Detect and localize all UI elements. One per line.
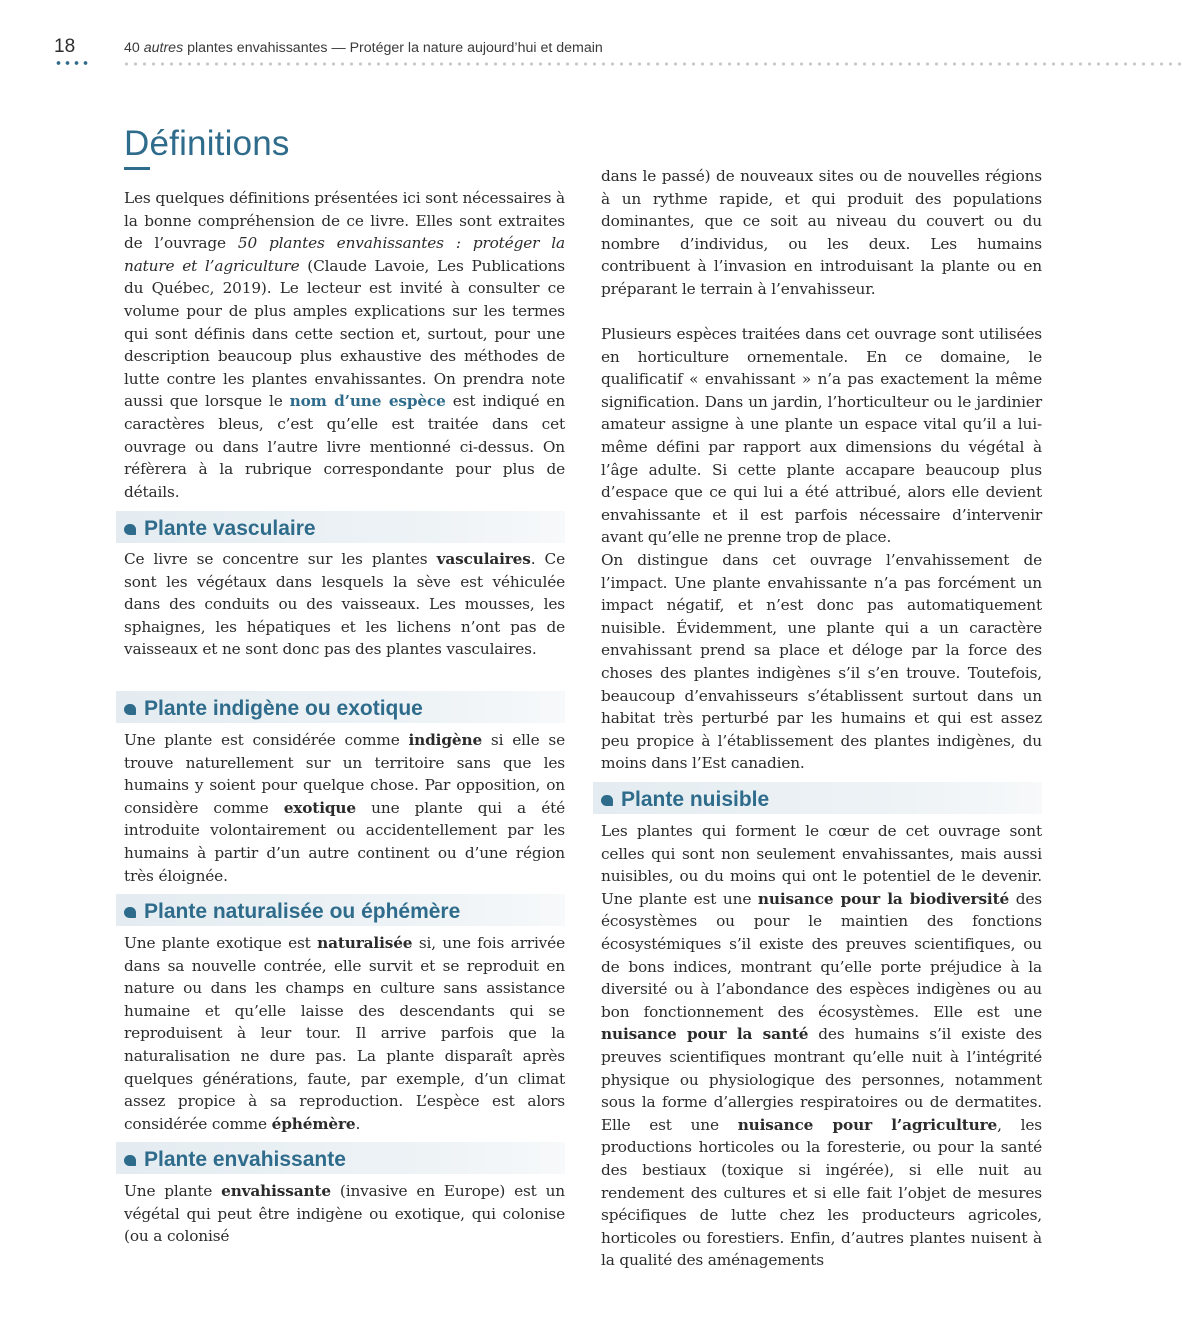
paragraph-impact: On distingue dans cet ouvrage l’envahissement de l’impact. Une plante envahissante n’a pas forcément un impact négatif, et n’est donc pas automatiquement nuisible. Évidemment, une plante qui a un caractère envahissant prend sa place et déloge par la force des choses des plantes indigènes s’il s’en trouve. Toutefois, beaucoup d’envahisseurs s’établissent surtout dans un habitat très perturbé par les humains et qui est assez peu propice à l’établissement des plantes indigènes, du moins dans l’Est canadien. [601,551,1042,773]
heading-plante-nuisible [593,782,1042,814]
text: des écosystèmes ou pour le maintien des fonctions écosystémiques s’il existe des preuves scientifiques, ou de bons indices, montrant qu’elle porte préjudice à la diversité ou à l’abondance des espèces indigènes ou au bon fonctionnement des écosystèmes. Elle est une [601,889,1042,1021]
heading-text: Plante vasculaire [144,516,316,540]
heading-plante-vasculaire [116,511,565,543]
bold-term: indigène [408,731,483,749]
bold-term: nuisance pour la biodiversité [757,889,1010,908]
heading-plante-naturalisee [116,894,565,926]
text: si elle se trouve naturellement sur un territoire sans que les humains y soient pour quelque chose. Par opposition, on considère comme [124,731,565,817]
text: (invasive en Europe) est un végétal qui peut être indigène ou exotique, qui colonise (ou a colonisé [124,1182,565,1246]
leaf-bullet-icon [124,907,136,918]
running-header [124,40,603,56]
paragraph-envahissante-start [124,1180,565,1248]
paragraph-naturalisee [124,932,565,1135]
text: . Ce sont les végétaux dans lesquels la sève est véhiculée dans des conduits ou des vaisseaux. Les mousses, les sphaignes, les hépatiques et les lichens n’ont pas de vaisseaux et ne sont donc pas des plantes vasculaires. [124,550,565,659]
text: Une plante exotique est [124,934,318,952]
intro-book-title: 50 plantes envahissantes : protéger la nature et l’agriculture [124,234,565,275]
page-number-dots [54,60,88,66]
page-title: Définitions [124,124,290,163]
text: Ce livre se concentre sur les plantes [124,550,437,568]
header-dotted-rule [122,61,1182,67]
heading-plante-envahissante [116,1142,565,1174]
text: des humains s’il existe des preuves scientifiques montrant qu’elle nuit à l’intégrité physique ou physiologique des personnes, notamment sous la forme d’allergies respiratoires ou de dermatites. Elle est une [601,1025,1043,1134]
paragraph-vasculaire [124,548,565,661]
bold-term: éphémère [271,1114,356,1133]
running-title-italic: autres [143,40,184,56]
text: . [355,1114,361,1133]
intro-paragraph [124,187,565,503]
bold-term: envahissante [221,1182,331,1200]
text: si, une fois arrivée dans sa nouvelle contrée, elle survit et se reproduit en nature ou dans les champs en culture sans assistance humaine et qu’elle laisse des descendants qui se reproduisent à leur tour. Il arrive parfois que la naturalisation ne dure pas. La plante disparaît après quelques générations, faute, par exemple, d’un climat assez propice à sa reproduction. L’espèce est alors considérée comme [124,934,565,1133]
page-number: 18 [54,36,76,57]
paragraph-envahissante-continuation: dans le passé) de nouveaux sites ou de nouvelles régions à un rythme rapide, et qui produit des populations dominantes, que ce soit au niveau du couvert ou du nombre d’individus, ou les deux. Les humains contribuent à l’invasion en introduisant la plante ou en préparant le terrain à l’envahisseur. [601,167,1042,298]
intro-text-2: (Claude Lavoie, Les Publications du Québec, 2019). Le lecteur est invité à consulter ce volume pour de plus amples explications sur les termes qui sont définis dans cette section et, surtout, pour une description beaucoup plus exhaustive des méthodes de lutte contre les plantes envahissantes. On prendra note aussi que lorsque le [124,256,565,411]
bold-term: nuisance pour la santé [601,1025,809,1044]
bold-term: vasculaires [436,550,531,568]
intro-text-3: est indiqué en caractères bleus, c’est qu’elle est traitée dans cet ouvrage ou dans l’autre livre mentionné ci-dessus. On réfèrera à la rubrique correspondante pour plus de détails. [124,392,565,501]
leaf-bullet-icon [124,704,136,715]
paragraph-indigene [124,729,565,887]
running-title-prefix: 40 [124,40,144,56]
leaf-bullet-icon [124,524,136,535]
leaf-bullet-icon [601,795,613,806]
text: Une plante est considérée comme [124,731,409,749]
intro-text-1: Les quelques définitions présentées ici sont nécessaires à la bonne compréhension de ce livre. Elles sont extraites de l’ouvrage [124,189,565,253]
heading-plante-indigene [116,691,565,723]
bold-term: nuisance pour l’agriculture [737,1115,998,1134]
running-title-rest: plantes envahissantes — Protéger la nature aujourd’hui et demain [183,40,603,56]
text: une plante qui a été introduite volontairement ou accidentellement par les humains à partir d’un autre continent ou d’une région très éloignée. [124,798,566,885]
text: Les plantes qui forment le cœur de cet ouvrage sont celles qui sont non seulement envahissantes, mais aussi nuisibles, ou du moins qui ont le potentiel de le devenir. Une plante est une [601,822,1042,908]
intro-blue-term: nom d’une espèce [289,392,446,411]
leaf-bullet-icon [124,1155,136,1166]
text: Une plante [124,1182,222,1200]
title-underline [124,167,150,170]
bold-term: exotique [283,798,356,817]
heading-text: Plante naturalisée ou éphémère [144,899,461,923]
text: , les productions horticoles ou la foresterie, ou pour la santé des bestiaux (toxique si ingérée), si elle nuit au rendement des cultures et si elle fait l’objet de mesures spécifiques de lutte chez les producteurs agricoles, horticoles ou forestiers. Enfin, d’autres plantes nuisent à la qualité des aménagements [601,1115,1042,1270]
paragraph-horticulture: Plusieurs espèces traitées dans cet ouvrage sont utilisées en horticulture ornementale. En ce domaine, le qualificatif « envahissant » n’a pas exactement la même signification. Dans un jardin, l’horticulteur ou le jardinier amateur assigne à une plante un espace vital qu’il a lui-même défini par rapport aux dimensions du végétal à l’âge adulte. Si cette plante accapare beaucoup plus d’espace que ce qui lui a été attribué, alors elle devient envahissante et il est parfois nécessaire d’intervenir avant qu’elle ne prenne trop de place. [601,325,1042,547]
heading-text: Plante indigène ou exotique [144,696,423,720]
paragraph-nuisible [601,820,1042,1272]
heading-text: Plante envahissante [144,1147,346,1171]
heading-text: Plante nuisible [621,787,770,811]
bold-term: naturalisée [317,934,413,952]
